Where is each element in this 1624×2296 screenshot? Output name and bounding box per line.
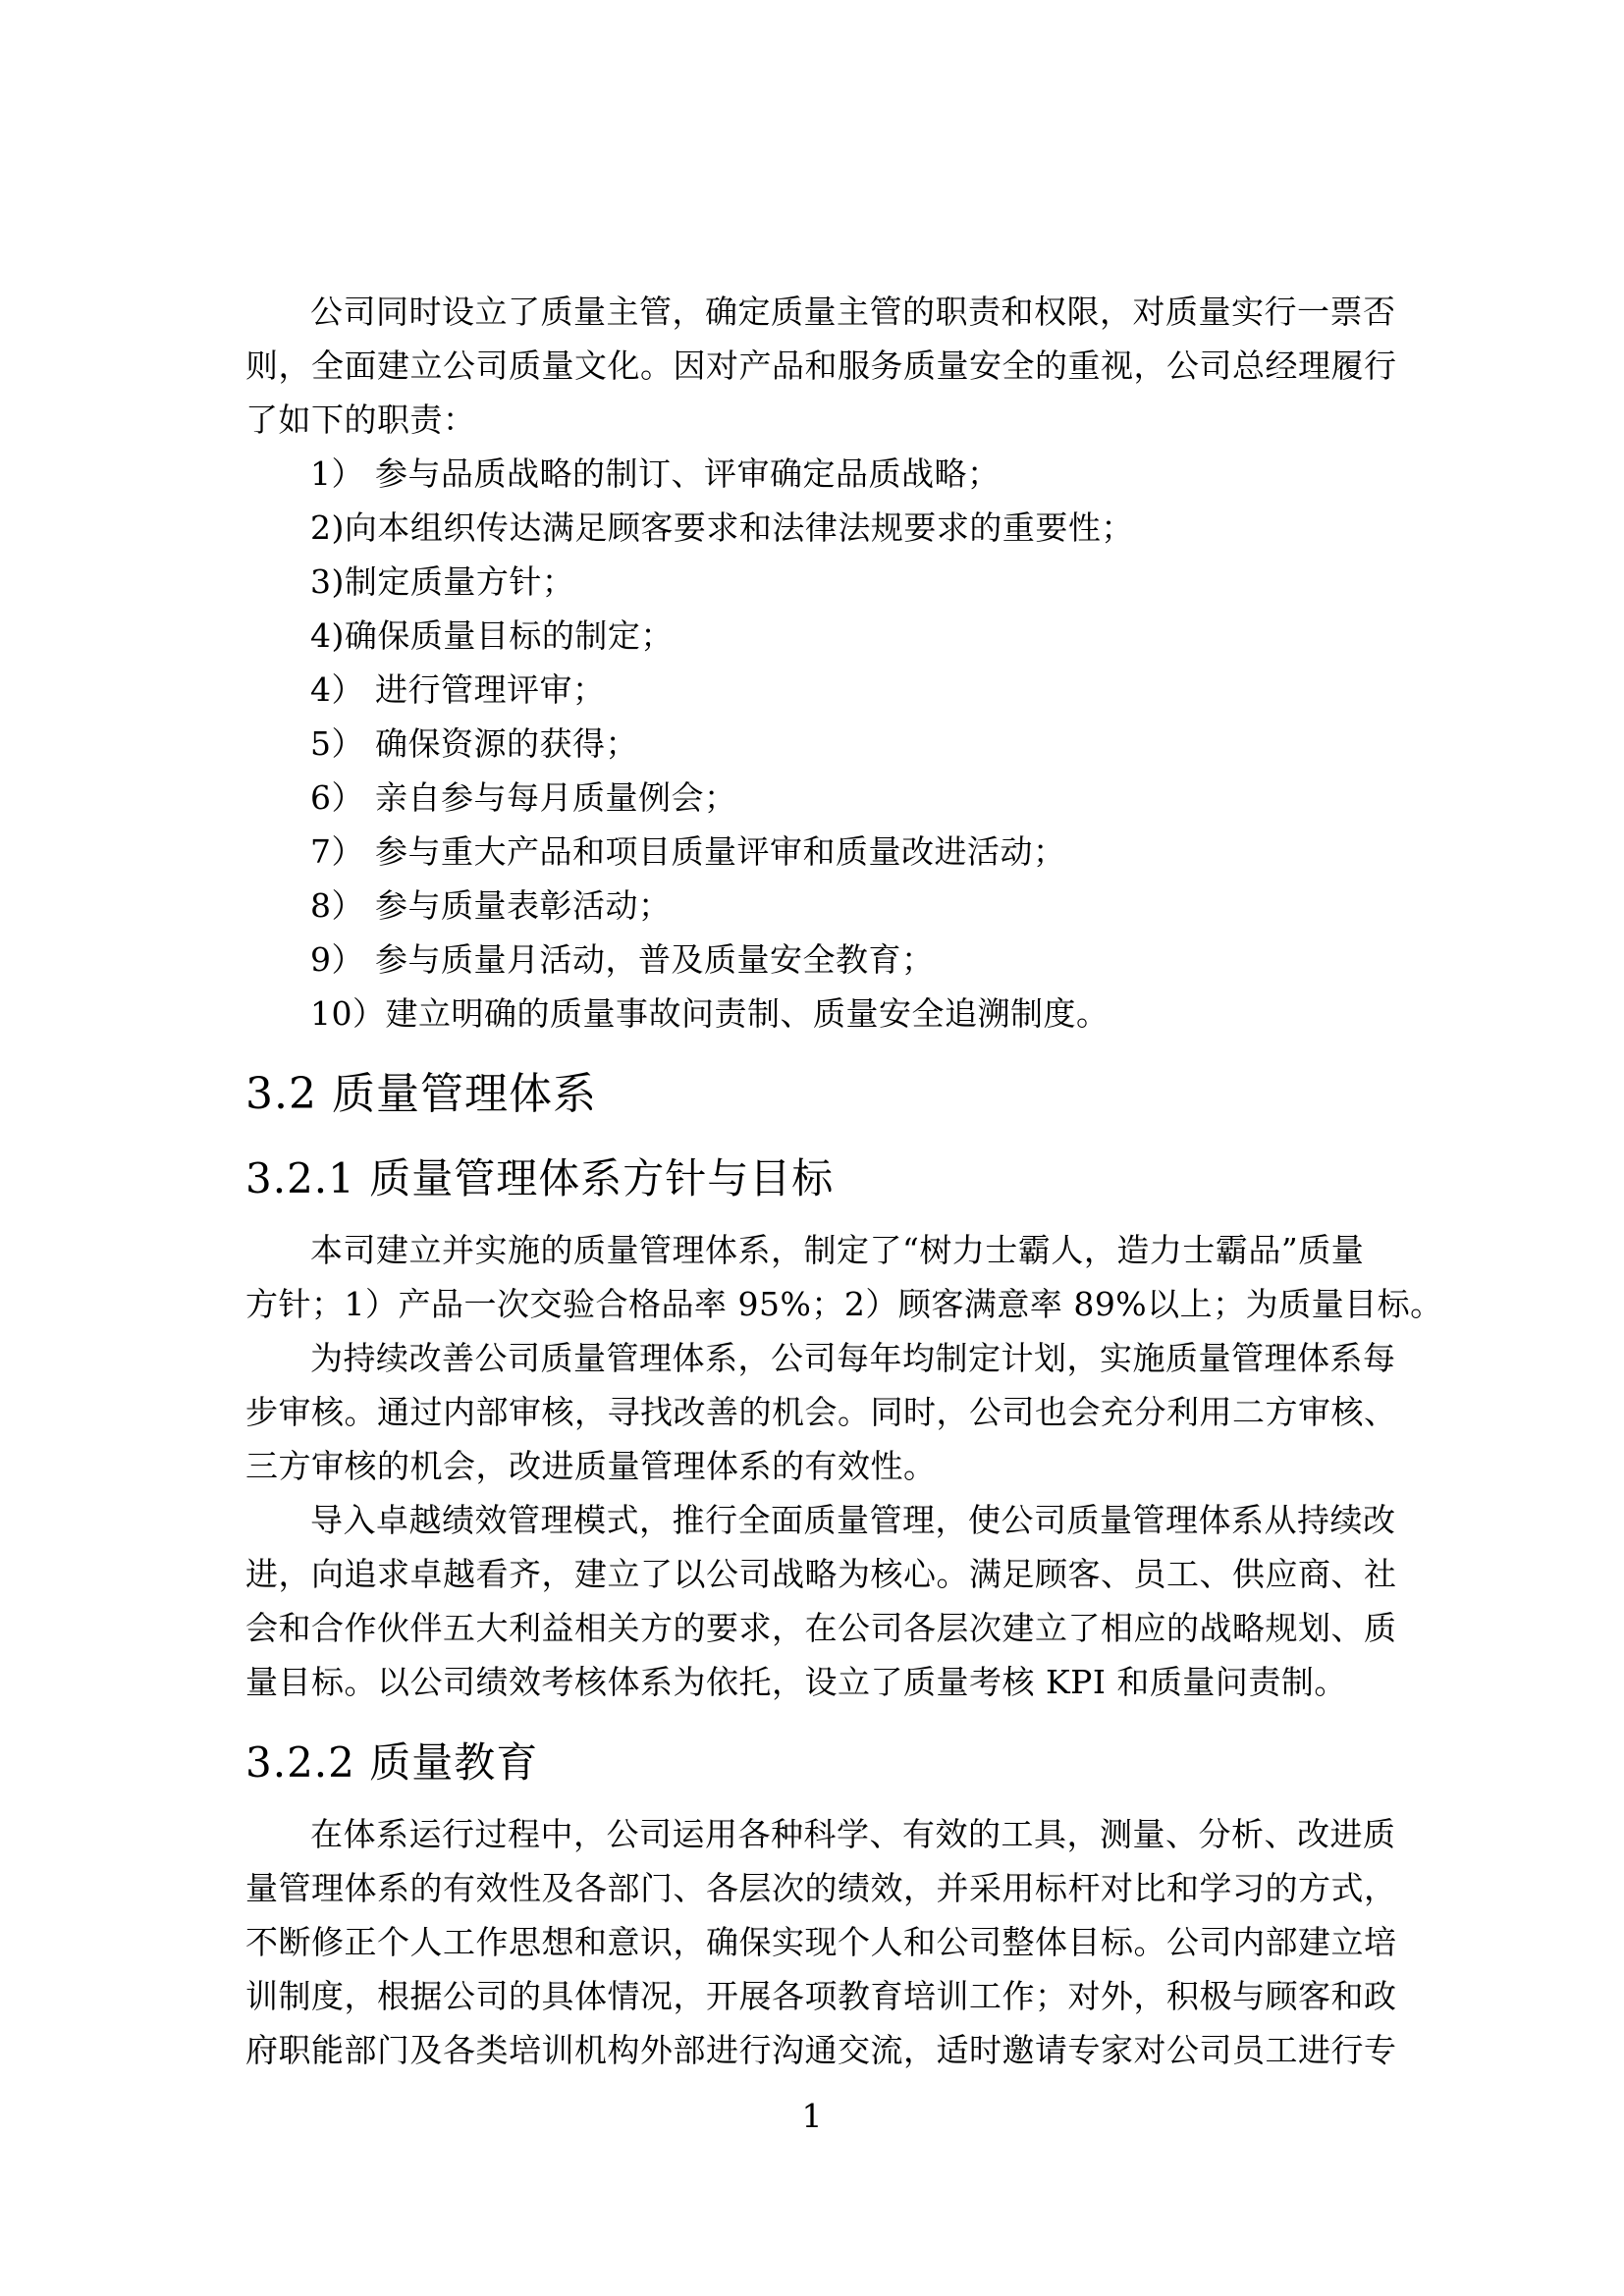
text-line: 量管理体系的有效性及各部门、各层次的绩效，并采用标杆对比和学习的方式， [245, 1869, 1397, 1907]
page-number: 1 [801, 2097, 823, 2135]
text-line: 9） 参与质量月活动，普及质量安全教育； [310, 940, 935, 979]
text-line: 7） 参与重大产品和项目质量评审和质量改进活动； [310, 832, 1066, 871]
text-line: 6） 亲自参与每月质量例会； [310, 778, 737, 817]
paragraph [245, 1493, 1397, 1709]
list-item [245, 717, 1384, 771]
text-line: 4） 进行管理评审； [310, 670, 606, 709]
text-line: 5） 确保资源的获得； [310, 724, 638, 763]
text-line: 导入卓越绩效管理模式，推行全面质量管理，使公司质量管理体系从持续改 [310, 1501, 1396, 1539]
list-item [245, 555, 1384, 609]
text-line: 进，向追求卓越看齐，建立了以公司战略为核心。满足顾客、员工、供应商、社 [245, 1555, 1397, 1593]
list-item [245, 825, 1384, 879]
text-line: 了如下的职责： [245, 400, 476, 439]
text-line: 3)制定质量方针； [310, 562, 575, 601]
text-line: 10）建立明确的质量事故问责制、质量安全追溯制度。 [310, 994, 1110, 1033]
list-item [245, 501, 1384, 555]
list-item [245, 933, 1384, 987]
document-content [245, 285, 1443, 2077]
text-line: 本司建立并实施的质量管理体系，制定了“树力士霸人，造力士霸品”质量 [310, 1231, 1365, 1269]
list-item [245, 447, 1384, 501]
text-line: 为持续改善公司质量管理体系，公司每年均制定计划，实施质量管理体系每 [310, 1339, 1396, 1377]
text-line: 步审核。通过内部审核，寻找改善的机会。同时，公司也会充分利用二方审核、 [245, 1393, 1397, 1431]
section-heading-3-2: 3.2 质量管理体系 [245, 1069, 597, 1119]
text-line: 则，全面建立公司质量文化。因对产品和服务质量安全的重视，公司总经理履行 [245, 347, 1397, 385]
text-line: 8） 参与质量表彰活动； [310, 886, 672, 925]
text-line: 府职能部门及各类培训机构外部进行沟通交流，适时邀请专家对公司员工进行专 [245, 2031, 1397, 2069]
paragraph [245, 285, 1397, 447]
list-item [245, 771, 1384, 825]
list-item [245, 663, 1384, 717]
text-line: 4)确保质量目标的制定； [310, 616, 674, 655]
text-line: 训制度，根据公司的具体情况，开展各项教育培训工作；对外，积极与顾客和政 [245, 1977, 1397, 2015]
text-line: 会和合作伙伴五大利益相关方的要求，在公司各层次建立了相应的战略规划、质 [245, 1609, 1397, 1647]
text-line: 公司同时设立了质量主管，确定质量主管的职责和权限，对质量实行一票否 [310, 293, 1396, 331]
paragraph [245, 1223, 1443, 1331]
text-line: 2)向本组织传达满足顾客要求和法律法规要求的重要性； [310, 508, 1134, 547]
section-heading-3-2-1: 3.2.1 质量管理体系方针与目标 [245, 1154, 835, 1202]
list-item [245, 609, 1384, 663]
text-line: 在体系运行过程中，公司运用各种科学、有效的工具，测量、分析、改进质 [310, 1815, 1396, 1853]
text-line: 三方审核的机会，改进质量管理体系的有效性。 [245, 1447, 937, 1485]
text-line: 1） 参与品质战略的制订、评审确定品质战略； [310, 454, 1001, 493]
list-item [245, 879, 1384, 933]
list-item [245, 987, 1384, 1041]
paragraph [245, 1331, 1397, 1493]
paragraph [245, 1807, 1397, 2077]
text-line: 不断修正个人工作思想和意识，确保实现个人和公司整体目标。公司内部建立培 [245, 1923, 1397, 1961]
text-line: 量目标。以公司绩效考核体系为依托，设立了质量考核 KPI 和质量问责制。 [245, 1663, 1347, 1701]
text-line: 方针；1）产品一次交验合格品率 95%；2）顾客满意率 89%以上；为质量目标。 [245, 1285, 1443, 1323]
section-heading-3-2-2: 3.2.2 质量教育 [245, 1738, 539, 1787]
